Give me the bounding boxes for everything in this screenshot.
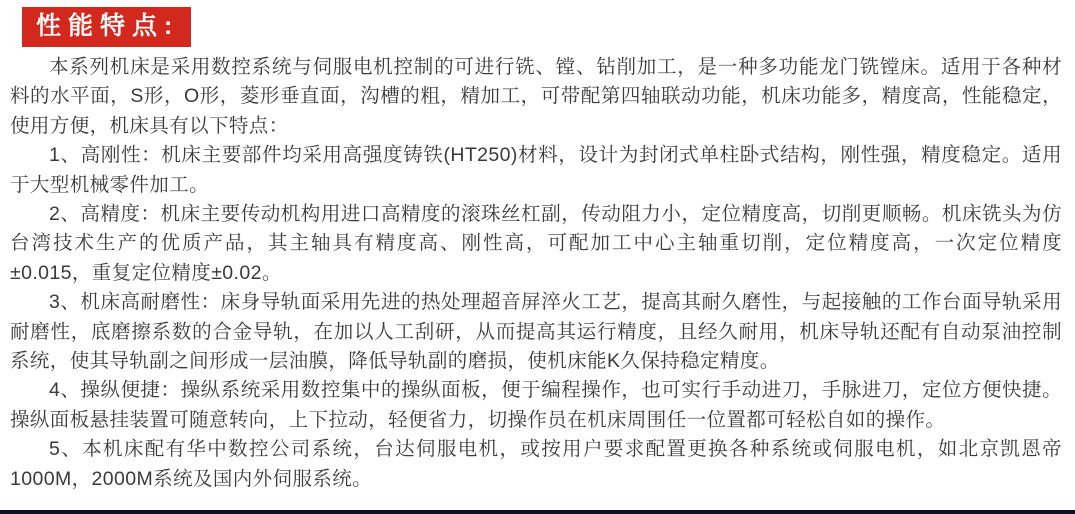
intro-paragraph: 本系列机床是采用数控系统与伺服电机控制的可进行铣、镗、钻削加工，是一种多功能龙门铣镗床。适用于各种材料的水平面，S形，O形，菱形垂直面，沟槽的粗，精加工，可带配第四轴联动功能，机床功能多，精度高，性能稳定，使用方便，机床具有以下特点： — [10, 56, 1062, 137]
feature-rigidity: 1、高刚性：机床主要部件均采用高强度铸铁(HT250)材料，设计为封闭式单柱卧式结构，刚性强，精度稳定。适用于大型机械零件加工。 — [10, 144, 1062, 196]
feature-wear-resist: 3、机床高耐磨性：床身导轨面采用先进的热处理超音屏淬火工艺，提高其耐久磨性，与起接触的工作台面导轨采用耐磨性，底磨擦系数的合金导轨，在加以人工刮研，从而提高其运行精度，且经久耐用，机床导轨还配有自动泵油控制系统，使其导轨副之间形成一层油膜，降低导轨副的磨损，使机床能K久保持稳定精度。 — [10, 291, 1062, 373]
bottom-divider — [0, 510, 1075, 514]
section-title: 性能特点: — [36, 12, 180, 40]
feature-cnc-systems: 5、本机床配有华中数控公司系统，台达伺服电机，或按用户要求配置更换各种系统或伺服电机，如北京凯恩帝1000M，2000M系统及国内外伺服系统。 — [10, 438, 1062, 490]
feature-operation: 4、操纵便捷：操纵系统采用数控集中的操纵面板，便于编程操作，也可实行手动进刀，手脉进刀，定位方便快捷。操纵面板悬挂装置可随意转向，上下拉动，轻便省力，切操作员在机床周围任一位置都可轻松自如的操作。 — [10, 379, 1062, 431]
section-title-badge — [22, 7, 191, 47]
feature-precision: 2、高精度：机床主要传动机构用进口高精度的滚珠丝杠副，传动阻力小，定位精度高，切削更顺畅。机床铣头为仿台湾技术生产的优质产品，其主轴具有精度高、刚性高，可配加工中心主轴重切削，定位精度高，一次定位精度±0.015，重复定位精度±0.02。 — [10, 203, 1062, 284]
section-body — [0, 53, 1075, 494]
